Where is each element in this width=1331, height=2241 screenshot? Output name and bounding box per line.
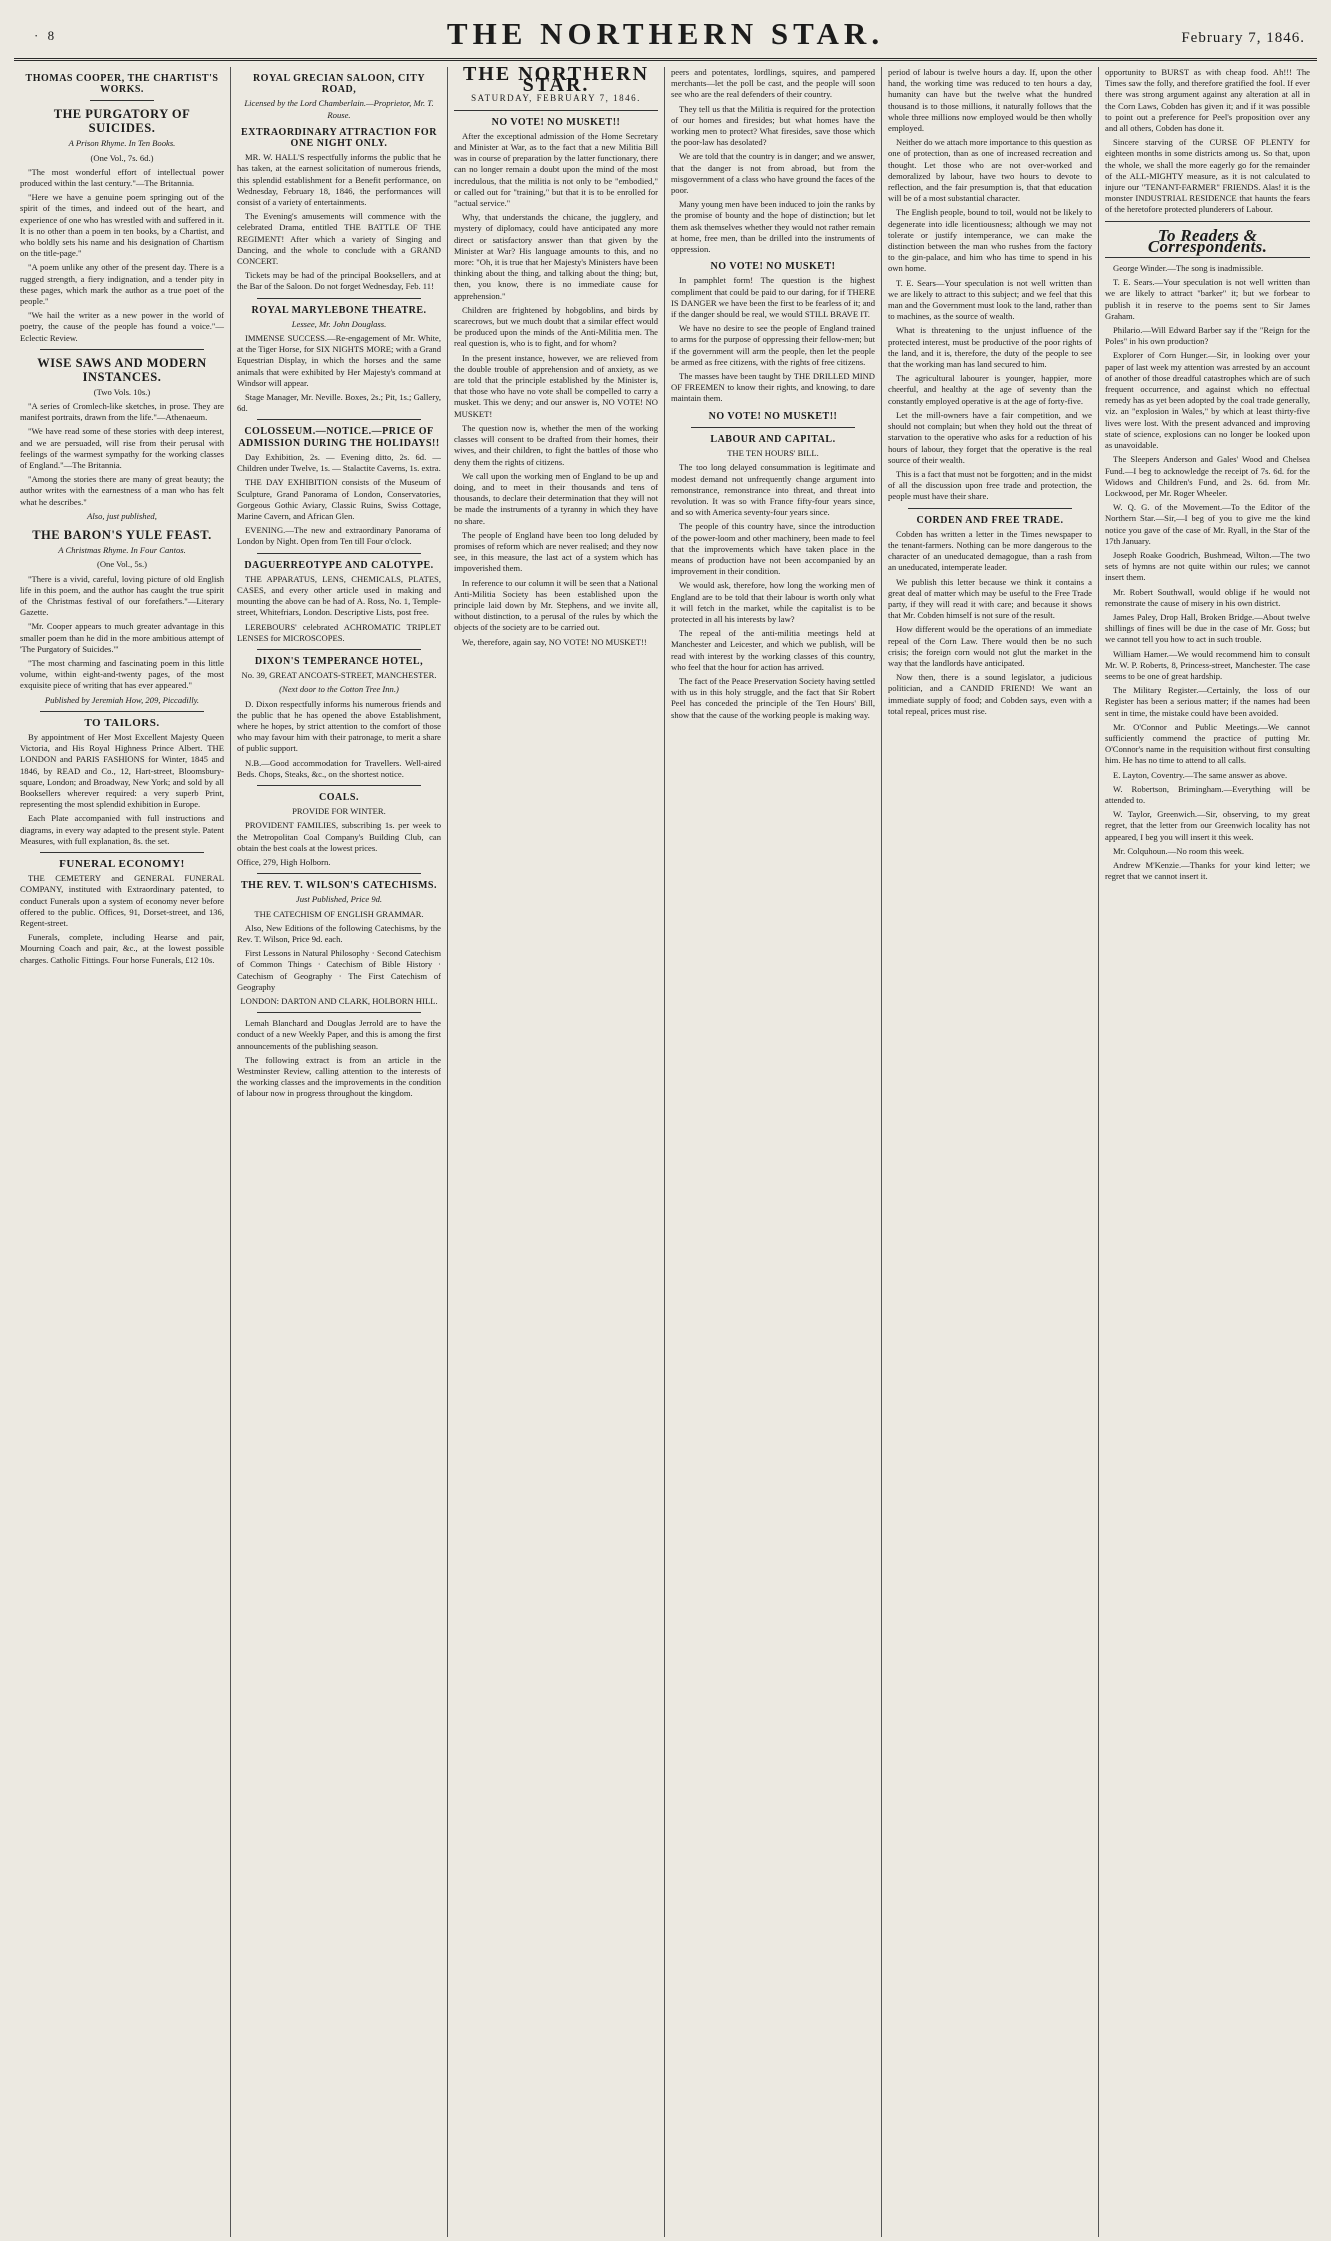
article-text: Neither do we attach more importance to this question as one of protection, than as one of increased recreation and thought. Let those who are not over-worked and demoralized by labour, have two hours to devote to reflection, and the fair presumption is, that that education will be of a most substantial character. xyxy=(888,137,1092,204)
article-text: opportunity to BURST as with cheap food. Ah!!! The Times saw the folly, and therefore gratified the fool. If ever there was strong argument against any alteration at all in the Corn Laws, Cobden has given it; and if it was possible to point out a preference for Peel's proposition over any and all others, Cobden has done it. xyxy=(1105,67,1310,134)
article-text: The people of England have been too long deluded by promises of reform which are never realised; and they now see, in this measure, the last act of a system which has impoverished them. xyxy=(454,529,658,574)
article-text: We have no desire to see the people of England trained to arms for the purpose of oppressing their fellow-men; but if the government will arm the people, then let the people be armed as free citizens, with the rights of free citizens. xyxy=(671,323,875,367)
correspondent-note: Mr. O'Connor and Public Meetings.—We cannot sufficiently commend the practice of putting Mr. O'Connor's name in the requisition without first consulting him. He has no time to attend to all calls. xyxy=(1105,721,1310,766)
ad-title: TO TAILORS. xyxy=(84,716,160,729)
masthead-date: February 7, 1846. xyxy=(1181,30,1305,46)
ad-text: EVENING.—The new and extraordinary Panorama of London by Night. Open from Ten till Four o'clock. xyxy=(237,525,441,547)
masthead xyxy=(14,14,1317,61)
article-text: Sincere starving of the CURSE OF PLENTY for eighteen months in some districts among us. So that, upon the whole, we shall the more eagerly go for the remainder of the ALL-MIGHTY measure, as it is not calculated to injure our "TENANT-FARMER" FRIENDS. Alas! it is the monster INDUSTRIAL RESIDENCE that haunts the fears of the heretofore protected plunderers of Labour. xyxy=(1105,137,1310,215)
columns xyxy=(14,67,1317,2237)
article-text: The following extract is from an article in the Westminster Review, calling attention to the interests of the working classes and the improvements in the condition of labour now in progress throughout the kingdom. xyxy=(237,1054,441,1099)
article-text: The fact of the Peace Preservation Society having settled with us in this holy struggle, and the fact that Sir Robert Peel has conceded the principle of the Ten Hours' Bill, show that the cause of the working people is making way. xyxy=(671,675,875,720)
column-2 xyxy=(231,67,448,2237)
article-text: peers and potentates, lordlings, squires, and pampered merchants—let the poll be cast, and the people will soon see who are the real defenders of their country. xyxy=(671,67,875,100)
article-text: The people of this country have, since the introduction of the power-loom and other machinery, been made to feel that the improvements which have taken place in the means of production have not been accompanied by an improvement in their condition. xyxy=(671,521,875,577)
leader-title: THE NORTHERN STAR. xyxy=(462,67,650,97)
article-text: Many young men have been induced to join the ranks by the promise of bounty and the hope of distinction; but let them ask themselves whether they would not rather remain at home, free men, than be drilled into the instruments of oppression. xyxy=(671,199,875,255)
ad-text: Office, 279, High Holborn. xyxy=(237,856,331,867)
divider xyxy=(257,298,421,299)
ad-text: "The most charming and fascinating poem in this little volume, within eight-and-twenty pages, of the most exquisite piece of writing that has ever appeared." xyxy=(20,657,224,691)
correspondent-note: Explorer of Corn Hunger.—Sir, in looking over your paper of last week my attention was arrested by an account of another of those dreadful catastrophes which are of such frequent occurrence, and against which no effectual remedy has as yet been adopted by the coal trade generally, viz. an "explosion in Wales," by which at least thirty-five lives were lost. With the present advanced and improving state of science, explosions can no longer be looked upon as unavoidable. xyxy=(1105,350,1310,451)
divider xyxy=(691,427,855,428)
divider xyxy=(257,873,421,874)
ad-text: First Lessons in Natural Philosophy · Second Catechism of Common Things · Catechism of Bible History · Catechism of Geography · The First Catechism of Geography xyxy=(237,948,441,992)
ad-heading: THOMAS COOPER, THE CHARTIST'S WORKS. xyxy=(25,73,219,96)
ad-text: "The most wonderful effort of intellectual power produced within the last century."—The Britannia. xyxy=(20,166,224,189)
ad-text: "Among the stories there are many of great beauty; the author writes with the earnestness of a man who has felt what he describes." xyxy=(20,474,224,507)
ad-text: Each Plate accompanied with full instructions and diagrams, in every way adapted to the present style. Patent Measures, with full explanation, 8s. the set. xyxy=(20,813,224,846)
publisher-line: LONDON: DARTON AND CLARK, HOLBORN HILL. xyxy=(240,996,438,1007)
correspondent-note: George Winder.—The song is inadmissible. xyxy=(1113,263,1264,274)
masthead-title: THE NORTHERN STAR. xyxy=(446,16,885,51)
divider xyxy=(257,419,421,420)
ad-text: By appointment of Her Most Excellent Majesty Queen Victoria, and His Royal Highness Prince Albert. THE LONDON and PARIS FASHIONS for Winter, 1845 and 1846, by READ and Co., 12, Hart-street, Bloomsbury-square, London; and Broadway, New York; and sold by all Booksellers wherever required: a very superb Print, representing the most splendid exhibition in Europe. xyxy=(20,731,224,810)
ad-text: THE CEMETERY and GENERAL FUNERAL COMPANY, instituted with Extraordinary patented, to conduct Funerals upon a system of economy never before offered to the public. Offices, 91, Dorset-street, and 136, Regent-street. xyxy=(20,873,224,928)
ad-title: COALS. xyxy=(319,791,359,803)
ad-subtitle: (Two Vols. 10s.) xyxy=(93,386,151,397)
correspondent-note: Mr. Colquhoun.—No room this week. xyxy=(1113,845,1245,856)
article-text: The agricultural labourer is younger, happier, more cheerful, and healthy at the age of seventy than the constantly employed operative is at the age of forty-five. xyxy=(888,373,1092,406)
ad-title: ROYAL GRECIAN SALOON, CITY ROAD, xyxy=(252,73,426,96)
ad-text: "We have read some of these stories with deep interest, and we are persuaded, will rise from their perusal with feelings of the warmest sympathy for the working classes of England."—The Britannia. xyxy=(20,426,224,471)
ad-text: IMMENSE SUCCESS.—Re-engagement of Mr. White, at the Tiger Horse, for SIX NIGHTS MORE; with a Grand Equestrian Display, in which the horses and the same animals that were exhibited by Her Majesty's command at Windsor will appear. xyxy=(237,333,441,388)
correspondent-note: The Sleepers Anderson and Gales' Wood and Chelsea Fund.—I beg to acknowledge the receipt of 7s. 6d. for the Widows and Children's Fund, and 2s. 6d. from Mr. Lockwood, per Mr. Roger Wheeler. xyxy=(1105,454,1310,498)
correspondent-note: E. Layton, Coventry.—The same answer as above. xyxy=(1113,769,1288,780)
column-4 xyxy=(665,67,882,2237)
article-text: The masses have been taught by THE DRILLED MIND OF FREEMEN to know their rights, and knowing, to dare maintain them. xyxy=(671,371,875,404)
ad-subtitle: EXTRAORDINARY ATTRACTION FOR ONE NIGHT ONLY. xyxy=(241,126,437,150)
publisher-line: Published by Jeremiah How, 209, Piccadilly. xyxy=(44,694,200,705)
ad-title: ROYAL MARYLEBONE THEATRE. xyxy=(251,304,427,316)
article-text: Cobden has written a letter in the Times newspaper to the tenant-farmers. Nothing can be more dangerous to the character of an uneducated demagogue, than a rash from an uneducated, intemperate leader. xyxy=(888,528,1092,573)
article-text: This is a fact that must not be forgotten; and in the midst of all the discussion upon free trade and protection, the people must have their share. xyxy=(888,468,1092,502)
article-text: Now then, there is a sound legislator, a judicious politician, and a CANDID FRIEND! We want an immediate supply of food; and Cobden says, even with a total repeal, prices must rise. xyxy=(888,672,1092,716)
article-text: We would ask, therefore, how long the working men of England are to be told that their labour is worth only what it will fetch in the market, while the capitalist is to be protected in all his interests by law? xyxy=(671,580,875,624)
article-text: The too long delayed consummation is legitimate and modest demand not unfrequently change argument into remonstrance, remonstrance into threat, and threat into revolution. It was so with France fifty-four years since, and so with America seventy-four years since. xyxy=(671,462,875,518)
correspondent-note: T. E. Sears.—Your speculation is not well written than we are likely to attract "barker" it; but we forbear to publish it in reserve to the poems sent to Sir James Graham. xyxy=(1105,277,1310,321)
correspondent-note: William Hamer.—We would recommend him to consult Mr. W. P. Roberts, 8, Princess-street, Manchester. The case seems to be one of great hardship. xyxy=(1105,648,1310,681)
ad-subtitle: A Christmas Rhyme. In Four Cantos. xyxy=(58,545,186,556)
correspondent-note: Andrew M'Kenzie.—Thanks for your kind letter; we regret that we cannot insert it. xyxy=(1105,860,1310,882)
ad-subtitle: Licensed by the Lord Chamberlain.—Proprietor, Mr. T. Rouse. xyxy=(244,98,434,120)
correspondents-heading: To Readers & Correspondents. xyxy=(1147,225,1268,256)
article-text: T. E. Sears—Your speculation is not well written than we are likely to attract to this subject; and we feel that this man and the Government must look to the land, rather than to machines, as the source of wealth. xyxy=(888,277,1092,322)
leader-date: SATURDAY, FEBRUARY 7, 1846. xyxy=(471,93,641,104)
correspondent-note: W. Robertson, Brimingham.—Everything will be attended to. xyxy=(1105,783,1310,805)
ad-title: DAGUERREOTYPE AND CALOTYPE. xyxy=(244,559,434,571)
correspondent-note: James Paley, Drop Hall, Broken Bridge.—About twelve shillings of fines will be due in the case of Mr. Goss; but we cannot tell you how to act in such trouble. xyxy=(1105,611,1310,645)
ad-subtitle: Lessee, Mr. John Douglass. xyxy=(291,318,387,329)
ad-subtitle: (Next door to the Cotton Tree Inn.) xyxy=(279,684,399,695)
column-5 xyxy=(882,67,1099,2237)
article-heading: CORDEN AND FREE TRADE. xyxy=(916,514,1064,526)
article-text: In reference to our column it will be seen that a National Anti-Militia Society has been established upon the principle laid down by Mr. Stephens, and we invite all, without distinction, to a perusal of the rules by which the objects of the society are to be carried out. xyxy=(454,577,658,633)
ad-text: "Here we have a genuine poem springing out of the spirit of the times, and indeed out of the heart, and experience of one who has wrestled with and suffered in it. It is no other than a poem in ten books, by a Chartist, and who boldly sets his name and his designation of Chartism on the title-page." xyxy=(20,192,224,259)
article-text: We, therefore, again say, NO VOTE! NO MUSKET!! xyxy=(462,636,647,647)
divider xyxy=(90,100,154,101)
ad-subtitle: (One Vol., 7s. 6d.) xyxy=(90,152,154,163)
article-text: We are told that the country is in danger; and we answer, that the danger is not from abroad, but from the misgovernment of a class who have ground the faces of the poor. xyxy=(671,151,875,196)
article-text: Why, that understands the chicane, the jugglery, and mystery of diplomacy, could have anticipated any more direct or satisfactory answer than that given by the Minister at War? His language amounts to this, and no more: "Oh, it is true that her Majesty's Ministers have been thinking about the thing, and talking about the thing; but, then, you know, there is no immediate cause for apprehension." xyxy=(454,212,658,301)
column-3 xyxy=(448,67,665,2237)
article-text: Children are frightened by hobgoblins, and birds by scarecrows, but we much doubt that a similar effect would be produced upon the minds of the Anti-Militia men. The real question is, who is to fight, and for whom? xyxy=(454,304,658,349)
ad-text: THE DAY EXHIBITION consists of the Museum of Sculpture, Grand Panorama of London, Conservatories, Gorgeous Gothic Aviary, Classic Ruins, Swiss Cottage, Marine Cavern, and African Glen. xyxy=(237,477,441,521)
ad-subtitle: A Prison Rhyme. In Ten Books. xyxy=(68,138,176,149)
ad-title: WISE SAWS AND MODERN INSTANCES. xyxy=(37,355,207,384)
ad-text: THE APPARATUS, LENS, CHEMICALS, PLATES, CASES, and every other article used in making and mounting the above can be had of A. Ross, No. 1, Temple-street, Whitefriars, London. Descriptive Lists, post free. xyxy=(237,573,441,618)
article-text: What is threatening to the unjust influence of the protected interest, must be productive of the poor rights of the land, and it is, therefore, the duty of the people to see that the working man has land secured to him. xyxy=(888,325,1092,370)
correspondent-note: The Military Register.—Certainly, the loss of our Register has been a serious matter; if the names had been sent in time, the mistake could have been avoided. xyxy=(1105,685,1310,718)
ad-subtitle: Just Published, Price 9d. xyxy=(295,894,383,905)
ad-title: COLOSSEUM.—NOTICE.—PRICE OF ADMISSION DURING THE HOLIDAYS!! xyxy=(238,426,440,449)
article-text: Lemah Blanchard and Douglas Jerrold are to have the conduct of a new Weekly Paper, and this is among the first announcements of the publishing season. xyxy=(237,1018,441,1051)
correspondent-note: Philario.—Will Edward Barber say if the "Reign for the Poles" in his own production? xyxy=(1105,325,1310,347)
correspondent-note: Mr. Robert Southwall, would oblige if he would not remonstrate the cause of misery in his own district. xyxy=(1105,586,1310,608)
article-text: In the present instance, however, we are relieved from the double trouble of apprehension and of anxiety, as we are told that the principle established by the Minister is, that those who have no vote shall be compelled to carry a musket. This we deny; and our answer is, NO VOTE! NO MUSKET! xyxy=(454,352,658,419)
ad-text: Stage Manager, Mr. Neville. Boxes, 2s.; Pit, 1s.; Gallery, 6d. xyxy=(237,392,441,414)
ad-text: MR. W. HALL'S respectfully informs the public that he has taken, at the earnest solicitation of numerous friends, this splendid establishment for a Benefit performance, on Wednesday, February 18, 1846, the performances will consist of a variety of entertainments. xyxy=(237,152,441,208)
article-heading: NO VOTE! NO MUSKET!! xyxy=(491,116,621,128)
divider xyxy=(257,553,421,554)
ad-text: "A series of Cromlech-like sketches, in prose. They are manifest portraits, drawn from the life."—Athenaeum. xyxy=(20,401,224,423)
ad-text: Funerals, complete, including Hearse and pair, Mourning Coach and pair, &c., at the lowest possible charges. Catholic Fittings. Four horse Funerals, £12 10s. xyxy=(20,932,224,965)
ad-note: Also, just published, xyxy=(87,510,157,521)
ad-text: D. Dixon respectfully informs his numerous friends and the public that he has opened the above Establishment, where he hopes, by strict attention to the comfort of those who may favour him with their patronage, to merit a share of public support. xyxy=(237,698,441,754)
divider xyxy=(1105,221,1310,222)
ad-text: "We hail the writer as a new power in the world of poetry, the cause of the people has found a voice."—Eclectic Review. xyxy=(20,310,224,343)
column-1 xyxy=(14,67,231,2237)
divider xyxy=(40,349,204,350)
ad-title: FUNERAL ECONOMY! xyxy=(59,857,185,870)
divider xyxy=(1105,257,1310,258)
correspondent-note: W. Taylor, Greenwich.—Sir, observing, to my great regret, that the letter from our Greenwich locality has not appeared, I beg you will insert it this week. xyxy=(1105,809,1310,842)
ad-text: Day Exhibition, 2s. — Evening ditto, 2s. 6d. — Children under Twelve, 1s. — Stalactite Caverns, 1s. extra. xyxy=(237,451,441,474)
article-text: They tell us that the Militia is required for the protection of our homes and firesides; but what homes have the working men to protect? What firesides, save those which the poor-law has desolated? xyxy=(671,103,875,148)
article-text: period of labour is twelve hours a day. If, upon the other hand, the working time was reduced to ten hours a day, humanity can have but the twelve what the hundred thousand is to those millions, it naturally follows that the whole three millions now employed would be then wholly employed. xyxy=(888,67,1092,134)
divider xyxy=(908,508,1072,509)
column-6 xyxy=(1099,67,1316,2237)
article-text: How different would be the operations of an immediate repeal of the Corn Law. There would then be no such crisis; the foreign corn would not glut the market in the way that the landlords have anticipated. xyxy=(888,624,1092,668)
ad-text: The Evening's amusements will commence with the celebrated Drama, entitled THE BATTLE OF THE REGIMENT! After which a variety of Singing and Dancing, and the whole to conclude with a GRAND CONCERT. xyxy=(237,211,441,267)
ad-text: "A poem unlike any other of the present day. There is a rugged strength, a fiery indignation, and a tender pity in these pages, which mark the author as a true poet of the people." xyxy=(20,262,224,307)
article-text: In pamphlet form! The question is the highest compliment that could be paid to our daring, for if THERE IS DANGER we have been the first to be fearless of it; and if the danger should be real, we would STILL BRAVE IT. xyxy=(671,275,875,320)
ad-subtitle: THE CATECHISM OF ENGLISH GRAMMAR. xyxy=(254,908,424,919)
article-heading: NO VOTE! NO MUSKET! xyxy=(710,261,836,273)
article-heading: LABOUR AND CAPITAL. xyxy=(710,433,836,445)
article-text: Let the mill-owners have a fair competition, and we should not complain; but when they hold out the threat of starvation to the operative who asks for a reduction of his hours of labour, they forget that the operative is the real source of their wealth. xyxy=(888,409,1092,465)
ad-text: PROVIDENT FAMILIES, subscribing 1s. per week to the Metropolitan Coal Company's Building Club, can obtain the best coals at the lowest prices. xyxy=(237,820,441,853)
article-text: The repeal of the anti-militia meetings held at Manchester and Leicester, and which we publish, will be read with interest by the working classes of this country, who feel that the hour for action has arrived. xyxy=(671,628,875,672)
ad-text: "There is a vivid, careful, loving picture of old English life in this poem, and the author has caught the true spirit of the Christmas festival of our forefathers."—Literary Gazette. xyxy=(20,573,224,618)
divider xyxy=(40,852,204,853)
article-text: After the exceptional admission of the Home Secretary and Minister at War, as to the fact that a new Militia Bill was in course of preparation by the latter functionary, there can no longer remain a doubt upon the mind of the most incredulous, that the militia is not only to be "embodied," or called out for "training," but that it is to be enrolled for "actual service." xyxy=(454,130,658,209)
ad-text: Tickets may be had of the principal Booksellers, and at the Bar of the Saloon. Do not forget Wednesday, Feb. 11! xyxy=(237,270,441,292)
divider xyxy=(40,711,204,712)
divider xyxy=(257,1012,421,1013)
article-heading: NO VOTE! NO MUSKET!! xyxy=(708,410,838,422)
ad-text: Also, New Editions of the following Catechisms, by the Rev. T. Wilson, Price 9d. each. xyxy=(237,922,441,944)
divider xyxy=(257,649,421,650)
article-text: We publish this letter because we think it contains a great deal of matter which may be useful to the Free Trade party, if they will read it with care; and because it shows that Mr. Cobden himself is not sure of the result. xyxy=(888,576,1092,621)
article-subheading: THE TEN HOURS' BILL. xyxy=(727,448,819,459)
divider xyxy=(454,110,658,111)
ad-subtitle: No. 39, GREAT ANCOATS-STREET, MANCHESTER. xyxy=(241,670,437,681)
ad-text: N.B.—Good accommodation for Travellers. Well-aired Beds. Chops, Steaks, &c., on the shortest notice. xyxy=(237,757,441,779)
ad-subtitle: PROVIDE FOR WINTER. xyxy=(292,806,386,817)
ad-text: "Mr. Cooper appears to much greater advantage in this smaller poem than he did in the more ambitious attempt of 'The Purgatory of Suicides.'" xyxy=(20,621,224,654)
ad-text: LEREBOURS' celebrated ACHROMATIC TRIPLET LENSES for MICROSCOPES. xyxy=(237,621,441,643)
ad-title: THE REV. T. WILSON'S CATECHISMS. xyxy=(241,880,437,892)
ad-title: THE BARON'S YULE FEAST. xyxy=(32,528,212,543)
correspondent-note: W. Q. G. of the Movement.—To the Editor of the Northern Star.—Sir,—I beg of you to give me the kind notice you gave of the case of Mr. Ryall, in the Star of the 17th January. xyxy=(1105,502,1310,546)
ad-subtitle: (One Vol., 5s.) xyxy=(96,559,148,570)
ad-title: THE PURGATORY OF SUICIDES. xyxy=(53,107,191,136)
article-text: The question now is, whether the men of the working classes will consent to be drafted from their homes, their wives, and their children, to fight the battles of those who deny them the rights of citizens. xyxy=(454,422,658,467)
ad-title: DIXON'S TEMPERANCE HOTEL, xyxy=(254,655,424,667)
divider xyxy=(257,785,421,786)
leader-header xyxy=(454,69,658,105)
page-mark: · 8 xyxy=(34,28,58,43)
article-text: We call upon the working men of England to be up and doing, and to meet in their thousands and tens of thousands, to declare their determination that they will not be made the instruments of a tyranny in which they have no share. xyxy=(454,470,658,526)
article-text: The English people, bound to toil, would not be likely to degenerate into idle licentiousness; although we may not tolerate or justify intemperance, we can make the distinction between the man who rushes from the factory to the gin-palace, and him who has time to spend in his own home. xyxy=(888,207,1092,274)
correspondent-note: Joseph Roake Goodrich, Bushmead, Wilton.—The two sets of hymns are not quite within our rules; we cannot insert them. xyxy=(1105,549,1310,583)
